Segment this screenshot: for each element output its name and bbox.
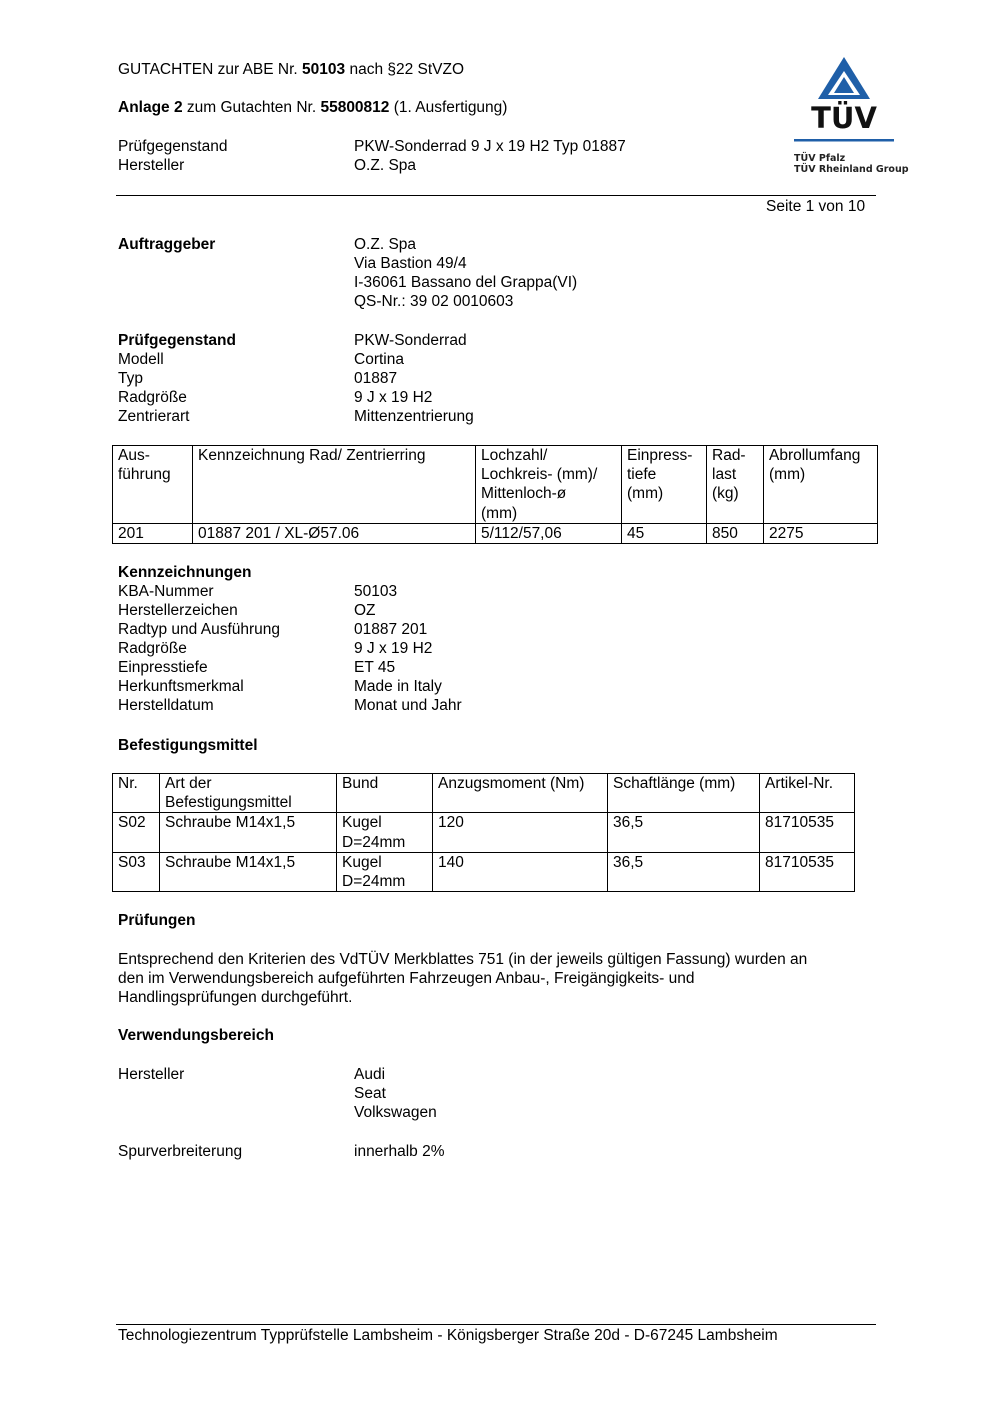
table-row — [113, 813, 855, 852]
table-cell: 81710535 — [760, 852, 855, 891]
tuev-logo-sub2: TÜV Rheinland Group — [794, 164, 909, 175]
header-value-pruefgegenstand: PKW-Sonderrad 9 J x 19 H2 Typ 01887 — [354, 138, 626, 155]
table-header-cell: Lochzahl/ Lochkreis- (mm)/ Mittenloch-ø (mm) — [476, 446, 622, 524]
table-cell: Kugel D=24mm — [337, 813, 433, 852]
table-header-cell: Kennzeichnung Rad/ Zentrierring — [193, 446, 476, 524]
pruefungen-text-line: Handlingsprüfungen durchgeführt. — [118, 989, 353, 1006]
field-label: Herstellerzeichen — [118, 602, 238, 619]
kennzeichnungen-heading: Kennzeichnungen — [118, 564, 252, 581]
field-label: Herkunftsmerkmal — [118, 678, 244, 695]
tuev-logo-text: TÜV — [811, 101, 877, 135]
befestigungsmittel-heading: Befestigungsmittel — [118, 737, 258, 754]
fastener-table — [112, 773, 855, 892]
auftraggeber-line: QS-Nr.: 39 02 0010603 — [354, 293, 514, 310]
pruefungen-heading: Prüfungen — [118, 912, 196, 929]
table-cell: 850 — [707, 523, 764, 543]
field-value: Mittenzentrierung — [354, 408, 474, 425]
table-cell: 36,5 — [608, 813, 760, 852]
pruefungen-text-line: den im Verwendungsbereich aufgeführten Fahrzeugen Anbau-, Freigängigkeits- und — [118, 970, 695, 987]
pruefungen-text-line: Entsprechend den Kriterien des VdTÜV Merkblattes 751 (in der jeweils gültigen Fassung) wurden an — [118, 951, 808, 968]
table-cell: 81710535 — [760, 813, 855, 852]
table-header-cell: Art der Befestigungsmittel — [160, 774, 337, 813]
table-header-cell: Bund — [337, 774, 433, 813]
header-label-hersteller: Hersteller — [118, 157, 185, 174]
table-header-cell: Artikel-Nr. — [760, 774, 855, 813]
table-cell: 120 — [433, 813, 608, 852]
wheel-table — [112, 445, 878, 544]
field-value: ET 45 — [354, 659, 396, 676]
table-row — [113, 852, 855, 891]
page-number: Seite 1 von 10 — [766, 198, 866, 215]
pruefgegenstand-heading: Prüfgegenstand — [118, 332, 236, 349]
table-header-cell: Abrollumfang (mm) — [764, 446, 878, 524]
field-label: Typ — [118, 370, 143, 387]
field-value: 9 J x 19 H2 — [354, 389, 433, 406]
field-value: 01887 — [354, 370, 398, 387]
table-header-cell: Schaftlänge (mm) — [608, 774, 760, 813]
spurverbreiterung-value: innerhalb 2% — [354, 1143, 445, 1160]
field-label: Radgröße — [118, 640, 187, 657]
document-title: GUTACHTEN zur ABE Nr. 50103 nach §22 StVZO — [118, 61, 465, 78]
field-value: 01887 201 — [354, 621, 428, 638]
table-cell: 45 — [622, 523, 707, 543]
footer-address: Technologiezentrum Typprüfstelle Lambsheim - Königsberger Straße 20d - D-67245 Lambsheim — [118, 1327, 778, 1344]
pruefgegenstand-heading-value: PKW-Sonderrad — [354, 332, 467, 349]
verwendungsbereich-heading: Verwendungsbereich — [118, 1027, 274, 1044]
spurverbreiterung-label: Spurverbreiterung — [118, 1143, 243, 1160]
auftraggeber-label: Auftraggeber — [118, 236, 216, 253]
field-label: KBA-Nummer — [118, 583, 214, 600]
header-label-pruefgegenstand: Prüfgegenstand — [118, 138, 228, 155]
table-header-cell: Anzugsmoment (Nm) — [433, 774, 608, 813]
table-cell: S03 — [113, 852, 160, 891]
abe-number: 50103 — [302, 61, 346, 78]
field-value: Monat und Jahr — [354, 697, 462, 714]
tuev-logo-sub1: TÜV Pfalz — [794, 153, 846, 164]
table-header-row — [113, 446, 878, 524]
table-cell: Kugel D=24mm — [337, 852, 433, 891]
table-cell: 5/112/57,06 — [476, 523, 622, 543]
hersteller-label: Hersteller — [118, 1066, 185, 1083]
field-label: Herstelldatum — [118, 697, 214, 714]
table-cell: 2275 — [764, 523, 878, 543]
table-cell: 36,5 — [608, 852, 760, 891]
table-cell: 140 — [433, 852, 608, 891]
field-value: Made in Italy — [354, 678, 442, 695]
field-label: Radgröße — [118, 389, 187, 406]
manufacturer-item: Seat — [354, 1085, 386, 1102]
field-value: 9 J x 19 H2 — [354, 640, 433, 657]
table-header-row — [113, 774, 855, 813]
auftraggeber-line: Via Bastion 49/4 — [354, 255, 467, 272]
footer-divider — [116, 1324, 876, 1325]
field-label: Einpresstiefe — [118, 659, 208, 676]
field-value: Cortina — [354, 351, 404, 368]
header-value-hersteller: O.Z. Spa — [354, 157, 417, 174]
table-header-cell: Rad- last (kg) — [707, 446, 764, 524]
report-number: 55800812 — [320, 99, 390, 116]
table-row — [113, 523, 878, 543]
table-header-cell: Einpress- tiefe (mm) — [622, 446, 707, 524]
field-label: Radtyp und Ausführung — [118, 621, 281, 638]
auftraggeber-line: I-36061 Bassano del Grappa(VI) — [354, 274, 578, 291]
header-divider — [116, 195, 876, 196]
annex-line: Anlage 2 zum Gutachten Nr. 55800812 (1. Ausfertigung) — [118, 99, 508, 116]
manufacturer-item: Volkswagen — [354, 1104, 437, 1121]
field-label: Modell — [118, 351, 164, 368]
manufacturer-item: Audi — [354, 1066, 386, 1083]
table-header-cell: Nr. — [113, 774, 160, 813]
field-value: OZ — [354, 602, 376, 619]
auftraggeber-line: O.Z. Spa — [354, 236, 417, 253]
table-cell: Schraube M14x1,5 — [160, 813, 337, 852]
table-cell: Schraube M14x1,5 — [160, 852, 337, 891]
tuev-logo — [794, 55, 909, 180]
table-header-cell: Aus- führung — [113, 446, 193, 524]
table-cell: 01887 201 / XL-Ø57.06 — [193, 523, 476, 543]
table-cell: S02 — [113, 813, 160, 852]
field-value: 50103 — [354, 583, 398, 600]
field-label: Zentrierart — [118, 408, 190, 425]
table-cell: 201 — [113, 523, 193, 543]
